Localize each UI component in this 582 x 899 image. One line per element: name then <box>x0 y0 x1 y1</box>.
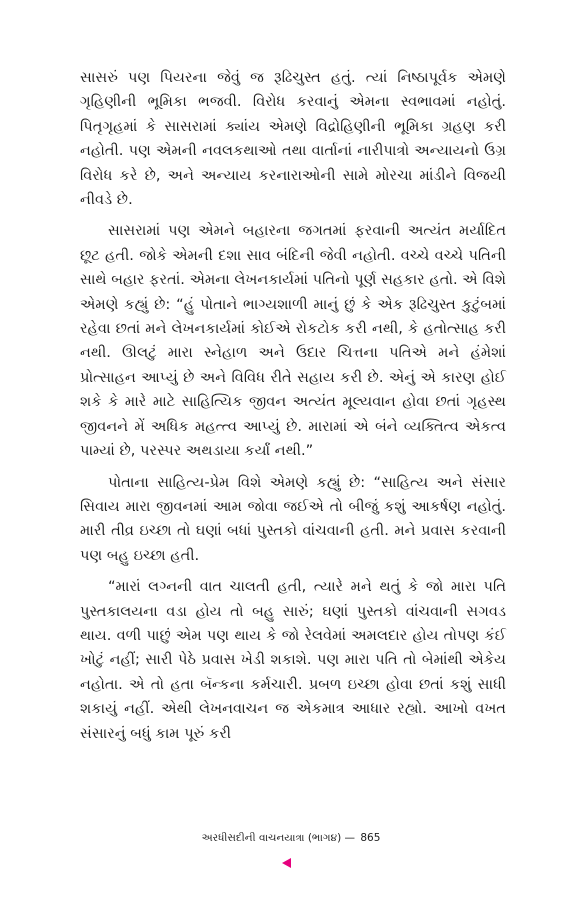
page-footer <box>0 832 582 845</box>
page-body <box>80 66 506 753</box>
paragraph-1: સાસરું પણ પિયરના જેવું જ રૂઢિચુસ્ત હતું. ત્યાં નિષ્ઠાપૂર્વક એમણે ગૃહિણીની ભૂમિકા ભજવી. વિરોધ કરવાનું એમના સ્વભાવમાં નહોતું. પિતૃગૃહમાં કે સાસરામાં ક્યાંય એમણે વિદ્રોહિણીની ભૂમિકા ગ્રહણ કરી નહોતી. પણ એમની નવલકથાઓ તથા વાર્તાનાં નારીપાત્રો અન્યાયનો ઉગ્ર વિરોધ કરે છે, અને અન્યાય કરનારાઓની સામે મોરચા માંડીને વિજયી નીવડે છે. <box>80 69 506 209</box>
running-title: અરધીસદીની વાચનયાત્રા (ભાગ૪) <box>201 832 342 844</box>
paragraph-2: સાસરામાં પણ એમને બહારના જગતમાં ફરવાની અત્યંત મર્યાદિત છૂટ હતી. જોકે એમની દશા સાવ બંદિની જેવી નહોતી. વચ્ચે વચ્ચે પતિની સાથે બહાર ફરતાં. એમના લેખનકાર્યમાં પતિનો પૂર્ણ સહકાર હતો. એ વિશે એમણે કહ્યું છે: “હું પોતાને ભાગ્યશાળી માનું છું કે એક રૂઢિચુસ્ત કુટુંબમાં રહેવા છતાં મને લેખનકાર્યમાં કોઈએ રોકટોક કરી નથી, કે હતોત્સાહ કરી નથી. ઊલટું મારા સ્નેહાળ અને ઉદાર ચિત્તના પતિએ મને હંમેશાં પ્રોત્સાહન આપ્યું છે અને વિવિધ રીતે સહાય કરી છે. એનું એ કારણ હોઈ શકે કે મારે માટે સાહિત્યિક જીવન અત્યંત મૂલ્યવાન હોવા છતાં ગૃહસ્થ જીવનને મેં અધિક મહત્ત્વ આપ્યું છે. મારામાં એ બંને વ્યક્તિત્વ એકત્વ પામ્યાં છે, પરસ્પર અથડાયા કર્યાં નથી.” <box>80 222 506 460</box>
paragraph-3: પોતાના સાહિત્ય-પ્રેમ વિશે એમણે કહ્યું છે: “સાહિત્ય અને સંસાર સિવાય મારા જીવનમાં આમ જોવા જઈએ તો બીજું કશું આકર્ષણ નહોતું. મારી તીવ્ર ઇચ્છા તો ઘણાં બધાં પુસ્તકો વાંચવાની હતી. મને પ્રવાસ કરવાની પણ બહુ ઇચ્છા હતી. <box>80 473 506 564</box>
page-number: 865 <box>360 832 381 844</box>
paragraph-4: “મારાં લગ્નની વાત ચાલતી હતી, ત્યારે મને થતું કે જો મારા પતિ પુસ્તકાલયના વડા હોય તો બહુ સારું; ઘણાં પુસ્તકો વાંચવાની સગવડ થાય. વળી પાછું એમ પણ થાય કે જો રેલવેમાં અમલદાર હોય તોપણ કંઈ ખોટું નહીં; સારી પેઠે પ્રવાસ ખેડી શકાશે. પણ મારા પતિ તો બેમાંથી એકેય નહોતા. એ તો હતા બૅન્કના કર્મચારી. પ્રબળ ઇચ્છા હોવા છતાં કશું સાધી શકાયું નહીં. એથી લેખનવાચન જ એકમાત્ર આધાર રહ્યો. આખો વખત સંસારનું બધું કામ પૂરું કરી <box>80 578 506 742</box>
footer-separator: — <box>344 832 356 844</box>
triangle-left-icon[interactable] <box>282 858 291 868</box>
